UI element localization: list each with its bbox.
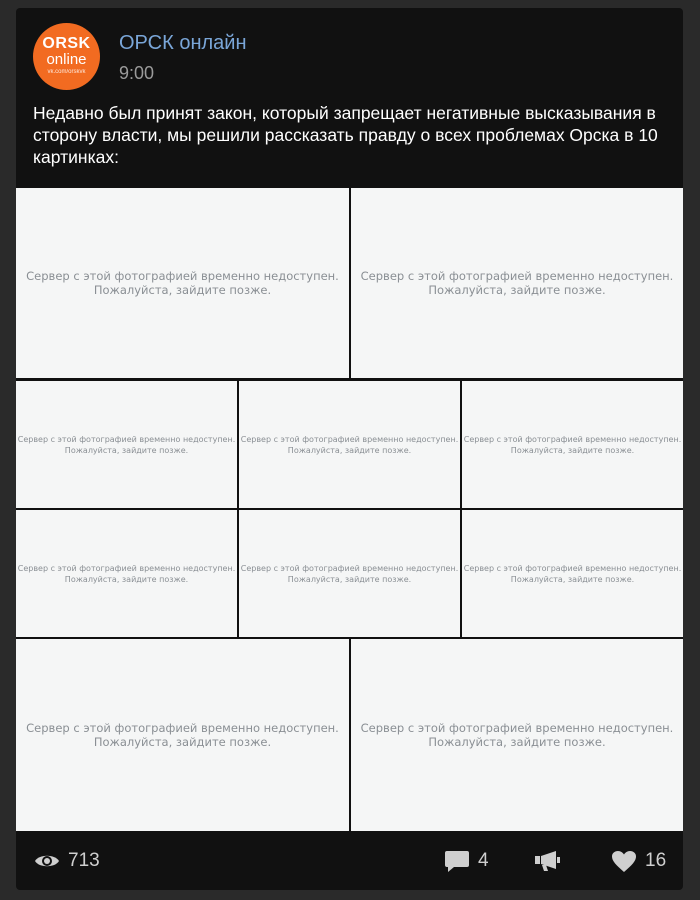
photo-unavailable-text: Сервер с этой фотографией временно недоступен. [26,721,339,735]
avatar-logo-line1: ORSK [42,35,91,52]
photo-tile[interactable] [239,381,460,508]
photo-unavailable-text: Сервер с этой фотографией временно недоступен. [360,721,674,735]
photo-retry-text: Пожалуйста, зайдите позже. [428,735,606,749]
views-count: 713 [68,850,100,871]
photo-retry-text: Пожалуйста, зайдите позже. [287,445,412,455]
avatar[interactable] [33,23,100,90]
post-footer [16,831,683,890]
photo-unavailable-text: Сервер с этой фотографией временно недоступен. [360,269,674,283]
photo-tile[interactable] [462,510,683,637]
photo-retry-text: Пожалуйста, зайдите позже. [287,574,412,584]
comment-icon [444,849,470,873]
photo-tile[interactable] [351,639,683,831]
photo-tile[interactable] [462,381,683,508]
comment-button[interactable] [444,847,489,875]
photo-retry-text: Пожалуйста, зайдите позже. [93,735,272,749]
photo-tile[interactable] [239,510,460,637]
photo-grid [16,188,683,831]
author-name-link[interactable]: ОРСК онлайн [119,32,247,54]
heart-icon [611,850,637,873]
eye-icon [34,852,60,870]
photo-tile[interactable] [16,188,349,378]
avatar-logo-line2: online [46,51,87,68]
photo-retry-text: Пожалуйста, зайдите позже. [510,445,635,455]
views-counter [34,847,100,875]
photo-retry-text: Пожалуйста, зайдите позже. [510,574,635,584]
photo-tile[interactable] [16,510,237,637]
photo-retry-text: Пожалуйста, зайдите позже. [93,283,272,297]
avatar-logo-line3: vk.com/orskvk [47,69,86,75]
photo-unavailable-text: Сервер с этой фотографией временно недоступен. [17,434,236,444]
photo-unavailable-text: Сервер с этой фотографией временно недоступен. [17,563,236,573]
share-button[interactable] [534,847,561,875]
post-text: Недавно был принят закон, который запрещает негативные высказывания в сторону власти, мы решили рассказать правду о всех проблемах Орска в 10 картинках: [33,103,658,167]
photo-retry-text: Пожалуйста, зайдите позже. [64,574,189,584]
post-card [16,8,683,890]
photo-retry-text: Пожалуйста, зайдите позже. [64,445,189,455]
photo-tile[interactable] [16,639,349,831]
comments-count: 4 [478,850,489,871]
megaphone-icon [534,850,561,872]
photo-tile[interactable] [351,188,683,378]
photo-retry-text: Пожалуйста, зайдите позже. [428,283,606,297]
like-button[interactable] [611,847,666,875]
photo-unavailable-text: Сервер с этой фотографией временно недоступен. [26,269,339,283]
photo-tile[interactable] [16,381,237,508]
likes-count: 16 [645,850,667,871]
photo-unavailable-text: Сервер с этой фотографией временно недоступен. [240,563,459,573]
photo-unavailable-text: Сервер с этой фотографией временно недоступен. [463,563,682,573]
post-header [16,8,683,98]
photo-unavailable-text: Сервер с этой фотографией временно недоступен. [463,434,682,444]
photo-unavailable-text: Сервер с этой фотографией временно недоступен. [240,434,459,444]
post-time[interactable]: 9:00 [119,63,155,83]
